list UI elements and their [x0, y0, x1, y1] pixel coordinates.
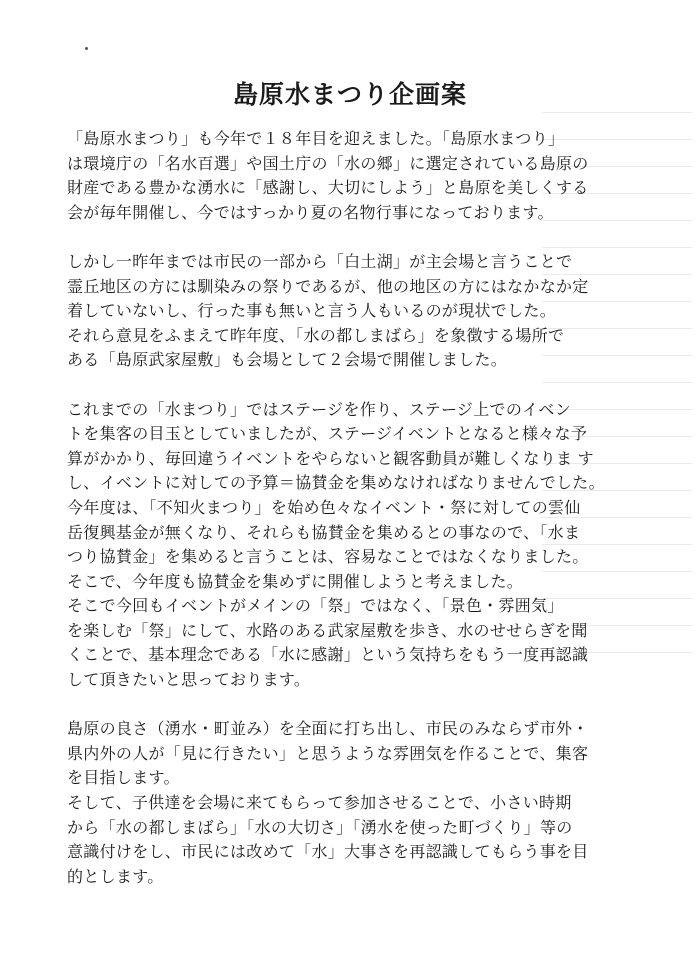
- line: 着していないし、行った事も無いと言う人もいるのが現状でした。: [67, 301, 557, 321]
- line: して頂きたいと思っております。: [67, 670, 311, 690]
- line: 島原の良さ（湧水・町並み）を全面に打ち出し、市民のみならず市外・: [67, 719, 589, 739]
- line: そこで、今年度も協賛金を集めずに開催しようと考えました。: [67, 571, 524, 591]
- paragraph-5: [67, 594, 667, 692]
- line: を目指します。: [67, 768, 180, 788]
- line: 「島原水まつり」も今年で１８年目を迎えました。「島原水まつり」: [67, 129, 565, 148]
- paragraph-2: [67, 250, 667, 324]
- paragraph-6: [67, 717, 667, 791]
- paragraph-1: [67, 127, 667, 225]
- paragraph-3: [67, 324, 667, 373]
- document-title: 島原水まつり企画案: [232, 79, 467, 109]
- line: から「水の都しまばら」「水の大切さ」「湧水を使った町づくり」等の: [67, 817, 573, 837]
- line: し、イベントに対しての予算＝協賛金を集めなければなりませんでした。: [67, 473, 605, 493]
- line: を楽しむ「祭」にして、水路のある武家屋敷を歩き、水のせせらぎを聞: [67, 620, 588, 640]
- line: つり協賛金」を集めると言うことは、容易なことではなくなりました。: [67, 547, 589, 567]
- line: くことで、基本理念である「水に感謝」という気持ちをもう一度再認識: [67, 645, 589, 665]
- line: トを集客の目玉としていましたが、ステージイベントとなると様々な予: [67, 424, 588, 444]
- document-body: [67, 127, 667, 889]
- line: しかし一昨年までは市民の一部から「白土湖」が主会場と言うことで: [67, 251, 573, 271]
- line: 霊丘地区の方には馴染みの祭りであるが、他の地区の方にはなかなか定: [67, 276, 589, 296]
- scan-speck: [85, 47, 88, 50]
- line: 意識付けをし、市民には改めて「水」大事さを再認識してもらう事を目: [67, 842, 589, 862]
- line: そして、子供達を会場に来てもらって参加させることで、小さい時期: [67, 793, 572, 813]
- line: これまでの「水まつり」ではステージを作り、ステージ上でのイベン: [67, 399, 572, 419]
- paragraph-4: [67, 398, 667, 595]
- line: 岳復興基金が無くなり、それらも協賛金を集めるとの事なので、「水ま: [67, 522, 581, 542]
- line: 的とします。: [67, 866, 164, 886]
- line: そこで今回もイベントがメインの「祭」ではなく、「景色・雰囲気」: [67, 596, 564, 616]
- line: 会が毎年開催し、今ではすっかり夏の名物行事になっております。: [67, 202, 554, 222]
- line: ある「島原武家屋敷」も会場として２会場で開催しました。: [67, 350, 508, 370]
- line: 今年度は、「不知火まつり」を始め色々なイベント・祭に対しての雲仙: [67, 497, 581, 517]
- line: は環境庁の「名水百選」や国土庁の「水の郷」に選定されている島原の: [67, 153, 589, 173]
- line: 算がかかり、毎回違うイベントをやらないと観客動員が難しくなりま す: [67, 448, 594, 468]
- line: それら意見をふまえて昨年度、「水の都しまばら」を象徴する場所で: [67, 325, 565, 345]
- line: 県内外の人が「見に行きたい」と思うような雰囲気を作ることで、集客: [67, 743, 589, 763]
- line: 財産である豊かな湧水に「感謝し、大切にしよう」と島原を美しくする: [67, 178, 589, 198]
- paragraph-7: [67, 791, 667, 889]
